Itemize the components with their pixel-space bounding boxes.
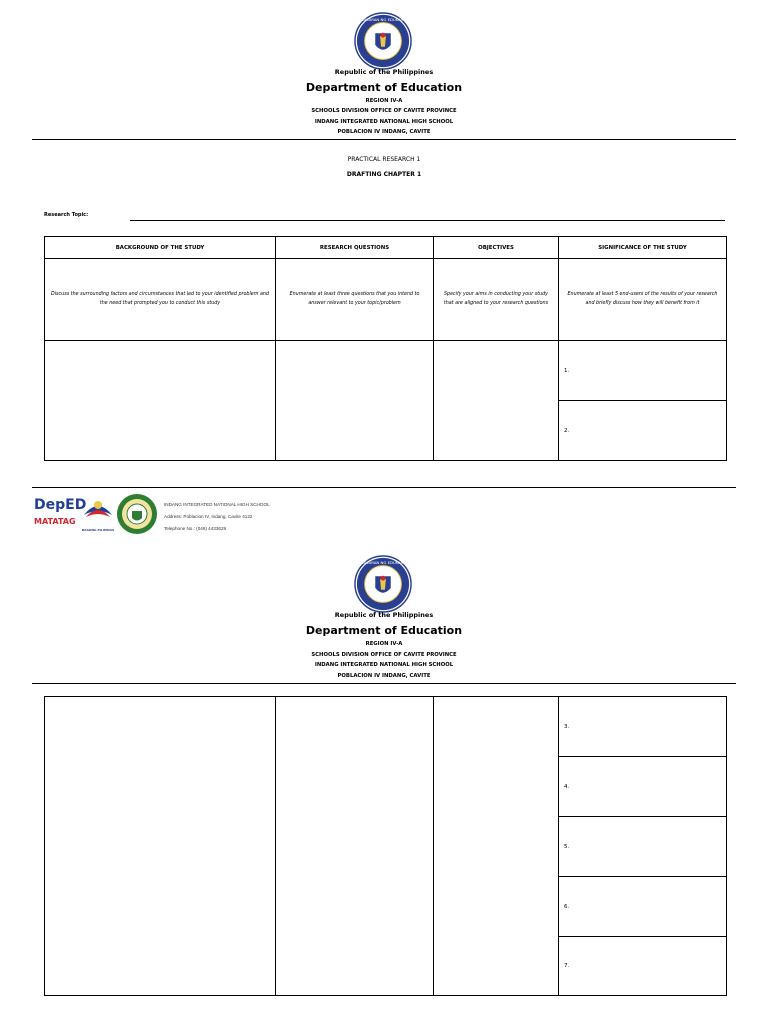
significance-item[interactable]: 1. [559,341,727,401]
activity-title: DRAFTING CHAPTER 1 [346,171,422,178]
research-topic-input[interactable] [130,220,725,221]
address-label: POBLACION IV INDANG, CAVITE [337,129,431,135]
region-label: REGION IV-A [365,98,403,104]
bagong-pilipinas-text: BAGONG PILIPINAS [81,528,115,532]
footer-address: Address: Poblacion IV, Indang, Cavite 4122 [164,514,253,519]
header-objectives: OBJECTIVES [434,237,559,259]
division-label: SCHOOLS DIVISION OFFICE OF CAVITE PROVINCE [311,652,457,658]
answer-objectives-cell[interactable] [434,341,559,461]
svg-text:KAGAWARAN NG EDUKASYON: KAGAWARAN NG EDUKASYON [354,17,412,23]
deped-matatag-logo [34,497,87,535]
subject-title: PRACTICAL RESEARCH 1 [347,156,421,163]
instruction-objectives: Specify your aims in conducting your study that are aligned to your research questions [434,259,559,341]
significance-item[interactable]: 4. [559,757,727,817]
deped-logo-text: DepED [34,497,87,513]
address-label: POBLACION IV INDANG, CAVITE [337,673,431,679]
chapter-table-page2 [44,696,727,996]
svg-text:KAGAWARAN NG EDUKASYON: KAGAWARAN NG EDUKASYON [354,560,412,566]
significance-item[interactable]: 3. [559,697,727,757]
region-label: REGION IV-A [365,641,403,647]
table-header-row [45,237,727,259]
table-row [45,341,727,401]
answer-questions-cell[interactable] [276,697,434,996]
table-row [45,697,727,757]
answer-questions-cell[interactable] [276,341,434,461]
school-seal-icon [116,493,158,535]
department-title: Department of Education [305,81,463,94]
significance-item[interactable]: 2. [559,401,727,461]
header-divider [32,139,736,140]
answer-background-cell[interactable] [45,341,276,461]
page-divider [32,487,736,488]
header-significance: SIGNIFICANCE OF THE STUDY [559,237,727,259]
instruction-research-questions: Enumerate at least three questions that you intend to answer relevant to your topic/problem [276,259,434,341]
deped-seal-icon [354,12,412,70]
header-divider [32,683,736,684]
header-background: BACKGROUND OF THE STUDY [45,237,276,259]
significance-item[interactable]: 5. [559,817,727,877]
deped-seal-icon [354,555,412,613]
school-label: INDANG INTEGRATED NATIONAL HIGH SCHOOL [314,662,454,668]
significance-item[interactable]: 7. [559,937,727,996]
division-label: SCHOOLS DIVISION OFFICE OF CAVITE PROVINCE [311,108,457,114]
republic-label: Republic of the Philippines [334,68,434,76]
school-label: INDANG INTEGRATED NATIONAL HIGH SCHOOL [314,119,454,125]
table-instruction-row [45,259,727,341]
bagong-pilipinas-logo-icon [80,495,116,525]
significance-item[interactable]: 6. [559,877,727,937]
department-title: Department of Education [305,624,463,637]
chapter-table-page1 [44,236,727,461]
instruction-significance: Enumerate at least 5 end-users of the results of your research and briefly discuss how they will benefit from it [559,259,727,341]
footer-school-name: INDANG INTEGRATED NATIONAL HIGH SCHOOL [164,502,270,507]
instruction-background: Discuss the surrounding factors and circumstances that led to your identified problem and the need that prompted you to conduct this study [45,259,276,341]
answer-background-cell[interactable] [45,697,276,996]
footer-telephone: Telephone No.: (046) 4433629 [164,526,227,531]
republic-label: Republic of the Philippines [334,611,434,619]
answer-objectives-cell[interactable] [434,697,559,996]
matatag-text: MATATAG [34,517,76,526]
header-research-questions: RESEARCH QUESTIONS [276,237,434,259]
research-topic-label: Research Topic: [44,212,89,218]
